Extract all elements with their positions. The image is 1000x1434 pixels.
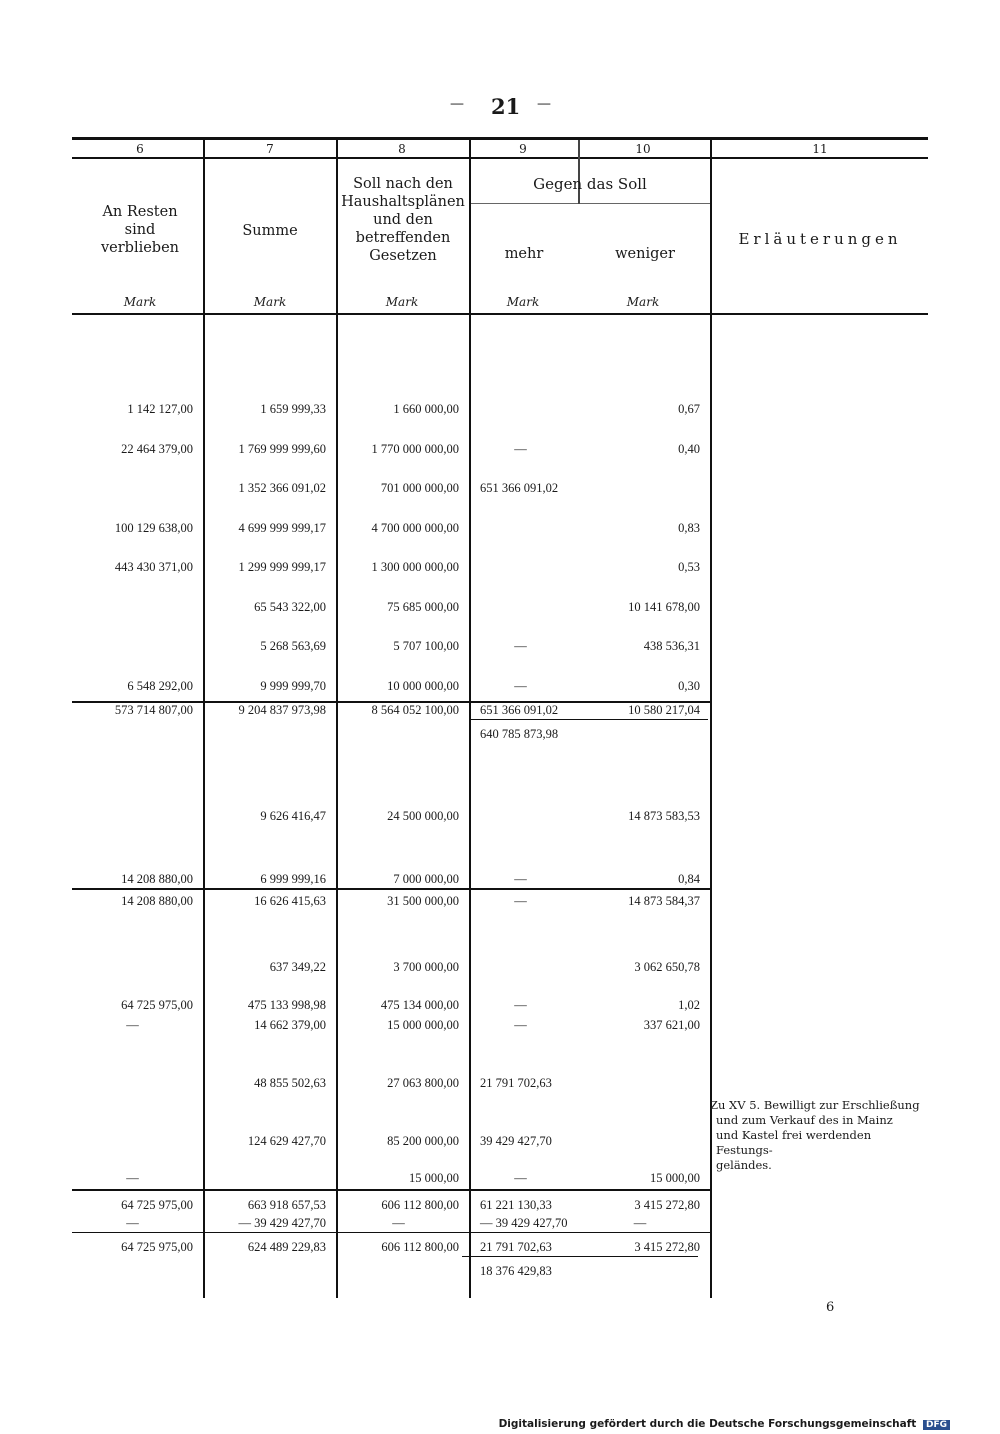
subtotal-rule-3 [72,1189,710,1191]
table-cell-c9: 651 366 091,02 [480,703,559,717]
table-cell-c8: 24 500 000,00 [387,809,459,823]
unit-col-7: Mark [253,295,287,309]
table-cell-c9: 640 785 873,98 [480,727,559,741]
table-cell-c9: — [514,1018,527,1032]
table-cell-c8: 10 000 000,00 [387,679,459,693]
table-cell-c8: 4 700 000 000,00 [371,521,459,535]
header-an-resten: An Resten sind verblieben [100,204,180,256]
subtotal-rule-2 [72,888,710,890]
table-cell-c8: 7 000 000,00 [393,872,459,886]
table-cell-c10: 3 062 650,78 [634,960,700,974]
table-cell-c8: 31 500 000,00 [387,894,459,908]
table-cell-c10: 438 536,31 [643,639,700,653]
col-sep-9-10 [578,140,580,204]
col-number-11: 11 [812,142,828,156]
table-cell-c6: 573 714 807,00 [114,703,193,717]
table-cell-c6: — [126,1171,139,1185]
table-cell-c6: 443 430 371,00 [114,560,193,574]
table-cell-c9: 18 376 429,83 [480,1264,552,1278]
col-number-8: 8 [398,142,406,156]
table-cell-c10: 0,53 [678,560,700,574]
header-weniger: weniger [615,246,675,262]
table-cell-c10: 1,02 [678,998,700,1012]
table-cell-c8: 1 770 000 000,00 [371,442,459,456]
note-line: und zum Verkauf des in Mainz [716,1113,893,1127]
table-cell-c6: 1 142 127,00 [127,402,193,416]
header-bottom-rule [72,313,928,315]
footer-credit [499,1418,950,1430]
table-cell-c9: 21 791 702,63 [480,1240,552,1254]
dfg-logo: DFG [923,1420,950,1430]
table-cell-c9: — [514,998,527,1012]
colnum-rule [72,157,928,159]
table-cell-c9: — [514,872,527,886]
table-cell-c10: 0,83 [678,521,700,535]
table-cell-c8: 5 707 100,00 [393,639,459,653]
table-cell-c6: — [126,1216,139,1230]
table-cell-c8: 27 063 800,00 [387,1076,459,1090]
table-cell-c9: 39 429 427,70 [480,1134,552,1148]
table-cell-c7: 624 489 229,83 [247,1240,326,1254]
table-cell-c8: 475 134 000,00 [380,998,459,1012]
table-cell-c9: 651 366 091,02 [480,481,559,495]
table-cell-c7: 14 662 379,00 [254,1018,326,1032]
table-cell-c7: 663 918 657,53 [247,1198,326,1212]
col-sep-6-7 [203,140,205,1298]
table-cell-c8: 1 300 000 000,00 [371,560,459,574]
table-cell-c7: 1 299 999 999,17 [238,560,326,574]
table-cell-c7: 475 133 998,98 [247,998,326,1012]
table-cell-c9: 21 791 702,63 [480,1076,552,1090]
table-cell-c10: 337 621,00 [643,1018,700,1032]
table-cell-c7: 65 543 322,00 [254,600,326,614]
header-gegen-das-soll: Gegen das Soll [533,175,647,193]
table-cell-c10: 14 873 583,53 [628,809,700,823]
table-cell-c8: 606 112 800,00 [381,1198,459,1212]
table-cell-c8: 701 000 000,00 [380,481,459,495]
table-cell-c10: 3 415 272,80 [634,1198,700,1212]
table-cell-c10: 0,40 [678,442,700,456]
unit-col-10: Mark [626,295,660,309]
table-cell-c7: 4 699 999 999,17 [238,521,326,535]
table-cell-c6: — [126,1018,139,1032]
table-cell-c10: 15 000,00 [650,1171,700,1185]
note-line: und Kastel frei werdenden Festungs- [716,1128,872,1157]
col-number-6: 6 [136,142,144,156]
group-header-rule [470,203,710,204]
page-number: 21 [491,94,521,119]
table-cell-c10: 10 580 217,04 [628,703,700,717]
table-cell-c9: — [514,1171,527,1185]
table-cell-c9: — [514,894,527,908]
table-cell-c10: 0,67 [678,402,700,416]
header-soll: Soll nach den Haushaltsplänen und den betreffenden Gesetzen [341,176,465,264]
page-number-dash-left: — [450,96,464,112]
table-cell-c9: — 39 429 427,70 [480,1216,568,1230]
subtotal-rule-4 [72,1232,710,1233]
table-cell-c9: — [514,679,527,693]
table-cell-c6: 64 725 975,00 [121,998,193,1012]
table-cell-c10: 10 141 678,00 [628,600,700,614]
subtotal-rule-1b [470,719,708,720]
table-cell-c8: 75 685 000,00 [387,600,459,614]
table-cell-c10: 14 873 584,37 [628,894,700,908]
table-cell-c7: 16 626 415,63 [254,894,326,908]
table-cell-c8: — [392,1216,405,1230]
page-number-dash-right: — [537,96,551,112]
table-cell-c7: 1 659 999,33 [260,402,326,416]
table-cell-c9: — [514,639,527,653]
table-cell-c9: — [514,442,527,456]
table-cell-c6: 6 548 292,00 [127,679,193,693]
footer-text: Digitalisierung gefördert durch die Deutsche Forschungsgemeinschaft [498,1418,917,1430]
header-mehr: mehr [504,246,544,262]
table-cell-c7: 9 204 837 973,98 [238,703,326,717]
col-number-9: 9 [519,142,527,156]
table-cell-c7: — 39 429 427,70 [238,1216,326,1230]
note-line: Zu XV 5. Bewilligt zur Erschließung [710,1098,920,1112]
table-cell-c7: 9 626 416,47 [260,809,326,823]
subtotal-rule-5 [462,1256,698,1257]
header-summe: Summe [242,223,298,239]
table-cell-c6: 22 464 379,00 [121,442,193,456]
table-cell-c9: 61 221 130,33 [480,1198,552,1212]
table-cell-c8: 1 660 000,00 [393,402,459,416]
unit-col-8: Mark [385,295,419,309]
unit-col-9: Mark [506,295,540,309]
table-cell-c7: 124 629 427,70 [247,1134,326,1148]
table-top-rule [72,137,928,140]
table-cell-c8: 85 200 000,00 [387,1134,459,1148]
unit-col-6: Mark [123,295,157,309]
col-number-7: 7 [266,142,274,156]
table-cell-c10: 0,30 [678,679,700,693]
table-cell-c7: 637 349,22 [269,960,326,974]
table-cell-c7: 9 999 999,70 [260,679,326,693]
table-cell-c6: 14 208 880,00 [121,894,193,908]
table-cell-c7: 48 855 502,63 [254,1076,326,1090]
table-cell-c8: 15 000,00 [409,1171,459,1185]
note-line: geländes. [716,1158,772,1172]
table-cell-c6: 64 725 975,00 [121,1198,193,1212]
table-cell-c8: 8 564 052 100,00 [371,703,459,717]
table-cell-c7: 1 769 999 999,60 [238,442,326,456]
table-cell-c8: 3 700 000,00 [393,960,459,974]
table-cell-c10: 3 415 272,80 [634,1240,700,1254]
table-cell-c7: 5 268 563,69 [260,639,326,653]
col-sep-7-8 [336,140,338,1298]
table-cell-c6: 100 129 638,00 [114,521,193,535]
table-cell-c6: 64 725 975,00 [121,1240,193,1254]
table-cell-c8: 606 112 800,00 [381,1240,459,1254]
table-cell-c10: — [633,1216,647,1230]
table-cell-c8: 15 000 000,00 [387,1018,459,1032]
header-erlaeuterungen: Erläuterungen [738,230,902,248]
table-cell-c10: 0,84 [678,872,700,886]
table-cell-c7: 1 352 366 091,02 [238,481,326,495]
table-cell-c7: 6 999 999,16 [260,872,326,886]
sheet-mark: 6 [826,1300,835,1315]
col-number-10: 10 [635,142,651,156]
table-cell-c6: 14 208 880,00 [121,872,193,886]
note-zu-xv5 [710,1098,930,1173]
